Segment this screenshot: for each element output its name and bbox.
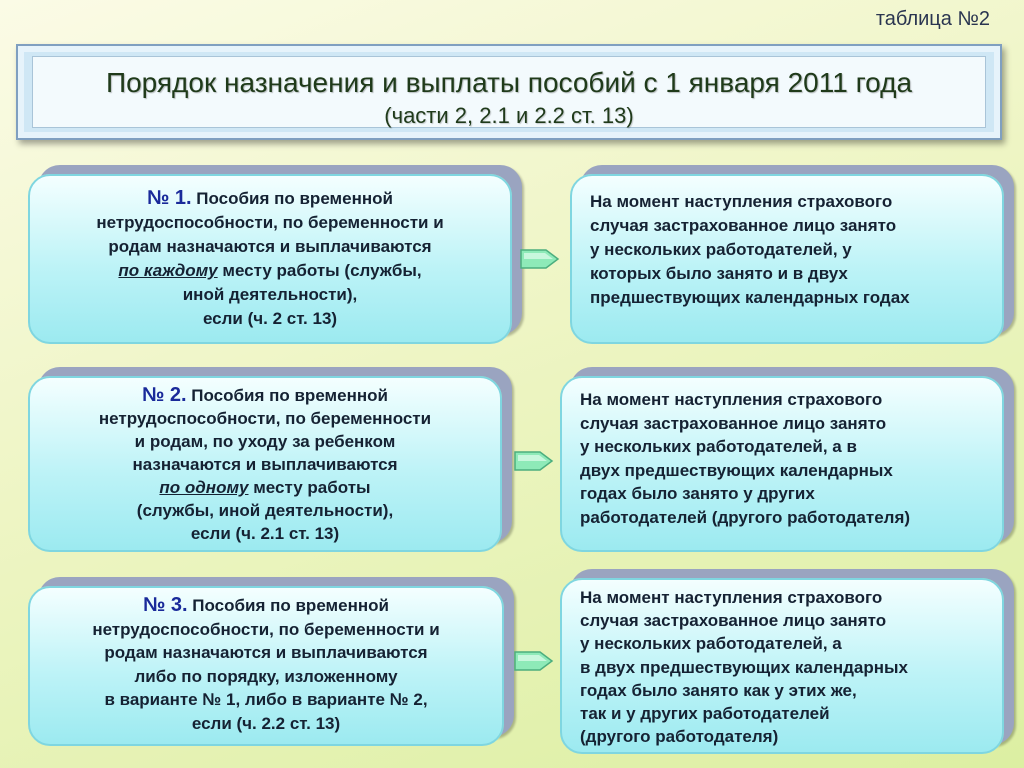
condition-1-line-5: предшествующих календарных годах xyxy=(590,288,910,307)
option-3-number: № 3. xyxy=(143,594,188,616)
condition-2-line-1: На момент наступления страхового xyxy=(580,390,883,409)
title-banner xyxy=(16,44,1002,140)
option-1-line-5: иной деятельности), xyxy=(182,285,358,304)
arrow-right-icon xyxy=(520,246,560,272)
option-2-line-6: (службы, иной деятельности), xyxy=(136,501,394,520)
condition-3-line-3: у нескольких работодателей, а xyxy=(580,634,842,654)
page-subtitle: (части 2, 2.1 и 2.2 ст. 13) xyxy=(384,103,634,128)
condition-3-line-1: На момент наступления страхового xyxy=(580,588,883,607)
condition-1-line-4: которых было занято и в двух xyxy=(590,264,848,283)
option-2-emphasis: по одному xyxy=(159,478,249,497)
condition-1-box xyxy=(570,174,1004,344)
condition-3-line-2: случая застрахованное лицо занято xyxy=(580,611,887,631)
title-panel xyxy=(32,56,986,128)
condition-3-line-6: так и у других работодателей xyxy=(580,704,830,724)
condition-1-line-1: На момент наступления страхового xyxy=(590,192,893,211)
page-title: Порядок назначения и выплаты пособий с 1 января 2011 года xyxy=(105,67,913,98)
option-1-emphasis: по каждому xyxy=(118,261,218,280)
option-2-box xyxy=(28,376,502,552)
option-1-line-3: родам назначаются и выплачиваются xyxy=(108,237,432,256)
condition-3-box xyxy=(560,578,1004,754)
option-2-line-4: назначаются и выплачиваются xyxy=(132,455,398,474)
option-1-line-1: № 1. Пособия по временной xyxy=(147,187,393,209)
option-2-line-7: если (ч. 2.1 ст. 13) xyxy=(190,524,340,543)
option-3-line-4: либо по порядку, изложенному xyxy=(134,666,398,686)
option-2-line-3: и родам, по уходу за ребенком xyxy=(134,432,396,451)
condition-3-line-7: (другого работодателя) xyxy=(580,727,779,747)
option-1-number: № 1. xyxy=(147,187,192,209)
condition-3-line-5: годах было занято как у этих же, xyxy=(580,680,857,700)
option-1-line-2: нетрудоспособности, по беременности и xyxy=(96,213,444,232)
option-2-line-2: нетрудоспособности, по беременности xyxy=(98,409,432,428)
condition-3-line-4: в двух предшествующих календарных xyxy=(580,657,909,677)
option-1-line-6: если (ч. 2 ст. 13) xyxy=(202,309,338,328)
option-3-line-2: нетрудоспособности, по беременности и xyxy=(92,619,440,639)
option-3-line-3: родам назначаются и выплачиваются xyxy=(104,643,428,662)
condition-2-line-3: у нескольких работодателей, а в xyxy=(580,437,857,457)
option-1-line-4: по каждому месту работы (службы, xyxy=(118,261,422,280)
condition-2-line-4: двух предшествующих календарных xyxy=(580,460,893,480)
arrow-right-icon xyxy=(514,648,554,674)
option-2-line-1: № 2. Пособия по временной xyxy=(142,384,388,406)
condition-1-line-2: случая застрахованное лицо занято xyxy=(590,216,897,235)
condition-2-line-2: случая застрахованное лицо занято xyxy=(580,413,887,433)
condition-2-line-6: работодателей (другого работодателя) xyxy=(580,507,911,527)
arrow-right-icon xyxy=(514,448,554,474)
option-2-line-5: по одному месту работы xyxy=(159,478,371,497)
condition-2-box xyxy=(560,376,1004,552)
option-2-number: № 2. xyxy=(142,384,187,406)
condition-2-line-5: годах было занято у других xyxy=(580,484,815,504)
condition-1-line-3: у нескольких работодателей, у xyxy=(590,240,852,259)
option-3-line-5: в варианте № 1, либо в варианте № 2, xyxy=(104,690,428,709)
option-3-box xyxy=(28,586,504,746)
option-3-line-1: № 3. Пособия по временной xyxy=(143,594,389,616)
option-1-box xyxy=(28,174,512,344)
option-3-line-6: если (ч. 2.2 ст. 13) xyxy=(191,713,341,733)
table-number-label: таблица №2 xyxy=(875,8,990,30)
